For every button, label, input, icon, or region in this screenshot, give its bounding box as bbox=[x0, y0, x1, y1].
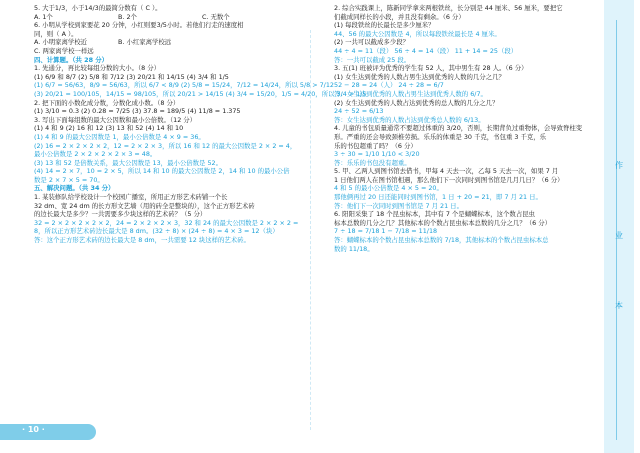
choice-option: A. 小明家离学校近 bbox=[34, 38, 88, 47]
answer-line: (3) 20/21 = 100/105，14/15 = 98/105，所以 20/21 > 14/15 (4) 3/4 = 15/20，1/5 = 4/20，所以 3/4 > 1/5 bbox=[34, 89, 367, 98]
answer-line: 32 = 2 × 2 × 2 × 2 × 2，24 = 2 × 2 × 2 × 3，32 和 24 的最大公因数是 2 × 2 × 2 = bbox=[34, 218, 299, 227]
answer-line: 数是 2 × 7 × 5 = 70。 bbox=[34, 175, 104, 184]
answer-line: 数的 11/18。 bbox=[334, 244, 374, 253]
answer-line: 答：一共可以截成 25 段。 bbox=[334, 55, 411, 64]
question-line: 6. 小明从学校到家要花 20 分钟，小红则要3/5小时。若他们行走的速度相 bbox=[34, 21, 244, 30]
answer-line: 44 ÷ 4 = 11（段） 56 ÷ 4 = 14（段） 11 + 14 = 25（段） bbox=[334, 46, 518, 55]
choice-option: B. 小红家离学校远 bbox=[118, 38, 172, 47]
page-number-bar bbox=[0, 424, 96, 440]
answer-line: 44、56 的最大公因数是 4，所以每段铁丝最长是 4 厘米。 bbox=[334, 29, 501, 38]
question-line: 1 日他们两人在图书馆相遇，那么他们下一次同时到图书馆是几月几日？（6 分） bbox=[334, 175, 564, 184]
answer-line: 52 − 28 = 24（人） 24 ÷ 28 = 6/7 bbox=[334, 81, 444, 90]
question-line: 标本总数的几分之几？其他标本的个数占昆虫标本总数的几分之几？（6 分） bbox=[334, 218, 551, 227]
question-line: (1) 4 和 9 (2) 16 和 12 (3) 13 和 52 (4) 14 和 10 bbox=[34, 124, 184, 133]
question-line: 3. 写出下面每组数的最大公因数和最小公倍数。（12 分） bbox=[34, 115, 197, 124]
question-line: 们截成同样长的小段，并且没有剩余。（6 分） bbox=[334, 12, 465, 21]
side-mark: 本 bbox=[615, 301, 623, 310]
choice-option: C. 无数个 bbox=[202, 12, 230, 21]
question-line: 1. 先通分，再比较每组分数的大小。（8 分） bbox=[34, 64, 161, 73]
question-line: 2. 综合实践课上，陈新同学拿来两根铁丝，长分别是 44 厘米、56 厘米，要把它 bbox=[334, 4, 563, 12]
answer-line: 3 ÷ 30 = 1/10 1/10 < 3/20 bbox=[334, 150, 420, 159]
answer-line: (1) 4 和 9 的最大公因数是 1，最小公倍数是 4 × 9 = 36。 bbox=[34, 132, 205, 141]
answer-line: 答：他们下一次同时到图书馆是 7 月 21 日。 bbox=[334, 201, 463, 210]
question-line bbox=[34, 13, 306, 22]
answer-line: 4 和 5 的最小公倍数是 4 × 5 = 20。 bbox=[334, 184, 443, 193]
question-line: 形。严重的还会导致颈椎劳损。乐乐的体重是 30 千克，书包重 3 千克，乐 bbox=[334, 132, 547, 141]
question-line: 5. 甲、乙两人到图书馆去借书，甲每 4 天去一次，乙每 5 天去一次，如果 7 月 bbox=[334, 167, 559, 176]
choice-option: B. 2个 bbox=[118, 12, 137, 21]
answer-line: 那他俩再过 20 日还能同时到图书馆，1 日 + 20 = 21，即 7 月 21 日。 bbox=[334, 193, 542, 202]
question-line: (1) 6/9 和 8/7 (2) 5/8 和 7/12 (3) 20/21 和 14/15 (4) 3/4 和 1/5 bbox=[34, 72, 229, 81]
answer-line: 答：女生达到优秀的人数占达到优秀总人数的 6/13。 bbox=[334, 115, 485, 124]
question-line: (2) 一共可以截成多少段？ bbox=[334, 38, 409, 47]
right-column bbox=[334, 4, 602, 253]
answer-line: 7 ÷ 18 = 7/18 1 − 7/18 = 11/18 bbox=[334, 227, 438, 236]
question-line: (1) 每段铁丝的长最长是多少厘米？ bbox=[334, 21, 435, 30]
question-line: 5. 大于1/3，小于14/3的最简分数有（ C ）。 bbox=[34, 4, 162, 12]
answer-line: 最小公倍数是 2 × 2 × 2 × 2 × 3 = 48。 bbox=[34, 150, 157, 159]
question-line: 同，则（ A ）。 bbox=[34, 29, 78, 38]
side-binding-strip bbox=[604, 0, 634, 453]
answer-line: 答：蝴蝶标本的个数占昆虫标本总数的 7/18，其他标本的个数占昆虫标本总 bbox=[334, 236, 549, 245]
answer-line: (4) 14 = 2 × 7，10 = 2 × 5，所以 14 和 10 的最大公因数是 2，14 和 10 的最小公倍 bbox=[34, 167, 290, 176]
question-line: 6. 阳阳采集了 18 个昆虫标本，其中有 7 个是蝴蝶标本，这个数占昆虫 bbox=[334, 210, 535, 219]
question-line bbox=[34, 38, 306, 47]
question-line: (2) 女生达到优秀的人数占达到优秀的总人数的几分之几？ bbox=[334, 98, 499, 107]
question-line: (1) 3/10 = 0.3 (2) 0.28 = 7/25 (3) 37.8 = 189/5 (4) 11/8 = 1.375 bbox=[34, 107, 241, 116]
question-line: 32 dm、宽 24 dm 的长方形文艺墙（用的砖全是整块的），这个正方形艺术砖 bbox=[34, 201, 255, 210]
answer-line: 答：女生达到优秀的人数占男生达到优秀人数的 6/7。 bbox=[334, 89, 487, 98]
answer-line: 8，所以正方形艺术砖边长最大是 8 dm。(32 ÷ 8) × (24 ÷ 8) = 4 × 3 = 12（块） bbox=[34, 227, 279, 236]
question-line: 3. 五(1) 班被评为优秀的学生有 52 人，其中男生有 28 人。（6 分） bbox=[334, 64, 528, 73]
answer-line: (2) 16 = 2 × 2 × 2 × 2，12 = 2 × 2 × 3，所以 16 和 12 的最大公因数是 2 × 2 = 4， bbox=[34, 141, 297, 150]
answer-line: (3) 13 和 52 是倍数关系，最大公因数是 13，最小公倍数是 52。 bbox=[34, 158, 222, 167]
question-line: 1. 某装修队给学校设计一个校园广播室，所用正方形艺术砖铺一个长 bbox=[34, 193, 228, 202]
question-line: 4. 儿童的书包质量通常不要超过体重的 3/20，否则，长期背负过重物体，会导致脊柱变 bbox=[334, 124, 583, 133]
section-heading: 四、计算题。（共 28 分） bbox=[34, 55, 109, 64]
question-line: 2. 把下面的小数化成分数，分数化成小数。（8 分） bbox=[34, 98, 180, 107]
choice-option: A. 1个 bbox=[34, 12, 53, 21]
side-mark: 业 bbox=[615, 231, 623, 240]
side-mark: 作 bbox=[615, 161, 623, 170]
answer-line: (1) 6/7 = 56/63，8/9 = 56/63，所以 6/7 < 8/9 (2) 5/8 = 15/24，7/12 = 14/24，所以 5/8 > 7/12 bbox=[34, 81, 334, 90]
page-number-text: 10 bbox=[27, 425, 39, 434]
section-heading: 五、解决问题。（共 34 分） bbox=[34, 184, 115, 193]
question-line: 的边长最大是多少？一共需要多少块这样的艺术砖？（5 分） bbox=[34, 210, 207, 219]
question-line: C. 两家离学校一样远 bbox=[34, 46, 94, 55]
answer-line: 24 ÷ 52 = 6/13 bbox=[334, 107, 384, 116]
question-line: (1) 女生达到优秀的人数占男生达到优秀的人数的几分之几？ bbox=[334, 72, 505, 81]
page-number: · 10 · bbox=[22, 425, 45, 434]
answer-line: 答：这个正方形艺术砖的边长最大是 8 dm，一共需要 12 块这样的艺术砖。 bbox=[34, 236, 250, 245]
question-line: 乐的书包超重了吗？（6 分） bbox=[334, 141, 417, 150]
answer-line: 答：乐乐的书包没有超重。 bbox=[334, 158, 411, 167]
